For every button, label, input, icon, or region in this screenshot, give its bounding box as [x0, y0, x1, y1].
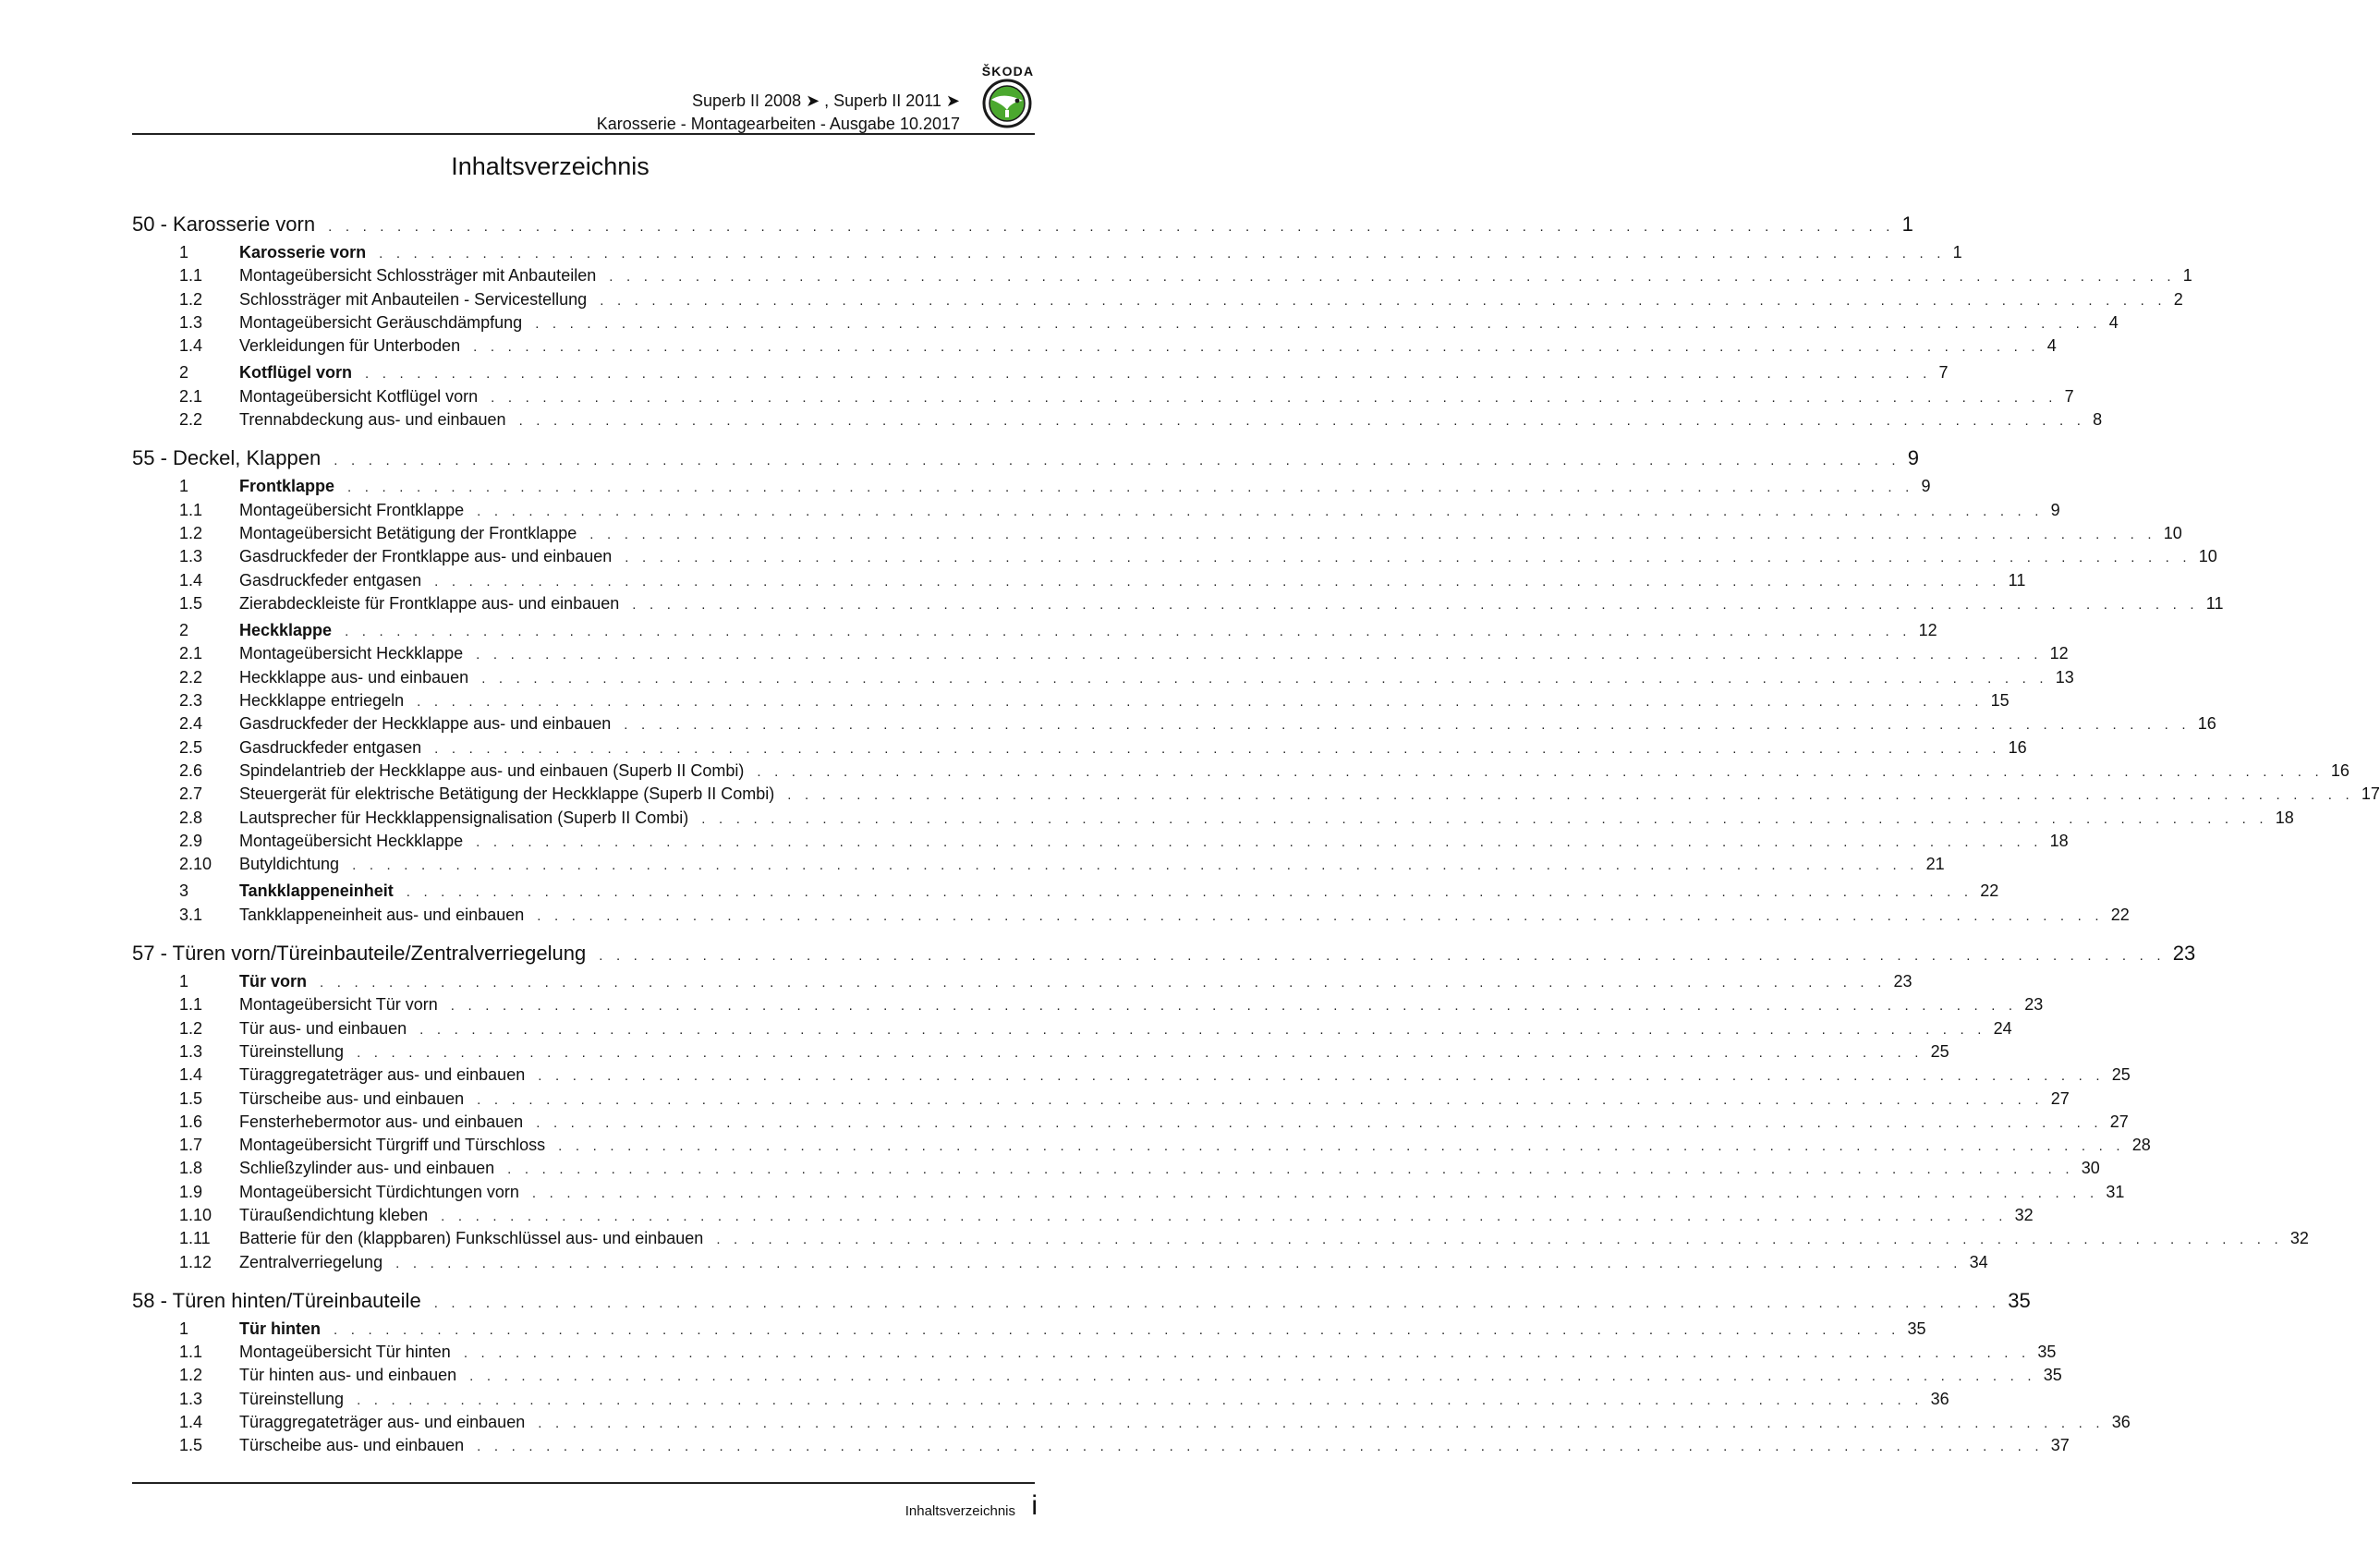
toc-entry-page: 27: [2050, 1088, 2070, 1108]
toc-entry-row[interactable]: [132, 289, 2183, 313]
toc-entry-row[interactable]: [132, 1182, 2125, 1206]
toc-entry-row[interactable]: [132, 1436, 2070, 1459]
toc-dot-leader: . . . . . . . . . . . . . . . . . . . . . . . . . . . . . . . . . . . . . . . . . . . . . . . . . . . . . . . . . . . . . . . . . . . . . . . . . . . . . . . . . . . . . . . . . . .: [535, 315, 2102, 332]
toc-dot-leader: . . . . . . . . . . . . . . . . . . . . . . . . . . . . . . . . . . . . . . . . . . . . . . . . . . . . . . . . . . . . . . . . . . . . . . . . . . . . . . . . . . . . . . . . . . .: [365, 366, 1932, 383]
toc-entry-title: Gasdruckfeder entgasen: [239, 570, 422, 590]
toc-entry-number: 1.1: [179, 995, 203, 1015]
toc-entry-page: 4: [2108, 312, 2119, 332]
toc-chapter-row[interactable]: [132, 1288, 2031, 1317]
toc-dot-leader: . . . . . . . . . . . . . . . . . . . . . . . . . . . . . . . . . . . . . . . . . . . . . . . . . . . . . . . . . . . . . . . . . . . . . . . . . . . . . . . . . . . . . . . . . . .: [599, 948, 2166, 965]
toc-entry-page: 25: [1930, 1041, 1949, 1061]
toc-entry-number: 2.2: [179, 667, 203, 687]
toc-dot-leader: . . . . . . . . . . . . . . . . . . . . . . . . . . . . . . . . . . . . . . . . . . . . . . . . . . . . . . . . . . . . . . . . . . . . . . . . . . . . . . . . . . . . . . . . . . .: [357, 1044, 1924, 1061]
toc-entry-row[interactable]: [132, 1136, 2151, 1159]
toc-entry-title: Fensterhebermotor aus- und einbauen: [239, 1112, 524, 1131]
toc-entry-title: Montageübersicht Tür hinten: [239, 1343, 451, 1362]
toc-entry-number: 1.10: [179, 1205, 212, 1224]
toc-entry-number: 1.5: [179, 1088, 203, 1108]
toc-entry-page: 36: [1930, 1389, 1949, 1408]
toc-entry-page: 12: [2049, 644, 2069, 663]
toc-dot-leader: . . . . . . . . . . . . . . . . . . . . . . . . . . . . . . . . . . . . . . . . . . . . . . . . . . . . . . . . . . . . . . . . . . . . . . . . . . . . . . . . . . . . . . . . . . .: [701, 810, 2268, 827]
toc-entry-row[interactable]: [132, 1389, 1949, 1413]
toc-entry-row[interactable]: [132, 995, 2044, 1018]
toc-entry-row[interactable]: [132, 312, 2119, 336]
toc-entry-page: 34: [1969, 1252, 1988, 1271]
toc-dot-leader: . . . . . . . . . . . . . . . . . . . . . . . . . . . . . . . . . . . . . . . . . . . . . . . . . . . . . . . . . . . . . . . . . . . . . . . . . . . . . . . . . . . . . . . . . . .: [328, 219, 1895, 235]
page-title: Inhaltsverzeichnis: [451, 152, 650, 180]
toc-entry-number: 3: [179, 881, 189, 901]
toc-entry-page: 7: [1938, 363, 1949, 383]
header-divider: [132, 133, 1035, 135]
toc-entry-title: Heckklappe: [239, 621, 333, 640]
toc-entry-number: 2.2: [179, 410, 203, 430]
toc-entry-number: 1.2: [179, 1018, 203, 1038]
toc-entry-page: 11: [2008, 570, 2026, 590]
toc-entry-row[interactable]: [132, 1252, 1988, 1276]
toc-entry-title: Türscheibe aus- und einbauen: [239, 1436, 465, 1455]
footer-page-number: i: [1031, 1490, 1038, 1521]
toc-entry-page: 35: [2043, 1366, 2062, 1385]
toc-entry-number: 1.5: [179, 1436, 203, 1455]
toc-dot-leader: . . . . . . . . . . . . . . . . . . . . . . . . . . . . . . . . . . . . . . . . . . . . . . . . . . . . . . . . . . . . . . . . . . . . . . . . . . . . . . . . . . . . . . . . . . .: [379, 246, 1946, 261]
toc-entry-number: 1: [179, 972, 189, 991]
toc-entry-page: 23: [2024, 995, 2044, 1015]
footer-label: Inhaltsverzeichnis: [905, 1503, 1015, 1519]
toc-entry-title: Türscheibe aus- und einbauen: [239, 1088, 465, 1108]
toc-entry-title: Lautsprecher für Heckklappensignalisation (Superb II Combi): [239, 808, 689, 827]
toc-chapter-row[interactable]: [132, 446, 1919, 474]
toc-entry-number: 1.3: [179, 1041, 203, 1061]
toc-entry-row[interactable]: [132, 831, 2069, 855]
toc-entry-number: 2: [179, 621, 189, 640]
toc-entry-row[interactable]: [132, 266, 2192, 289]
toc-dot-leader: . . . . . . . . . . . . . . . . . . . . . . . . . . . . . . . . . . . . . . . . . . . . . . . . . . . . . . . . . . . . . . . . . . . . . . . . . . . . . . . . . . . . . . . . . . .: [632, 596, 2199, 613]
toc-entry-title: Gasdruckfeder der Frontklappe aus- und einbauen: [239, 547, 613, 566]
toc-entry-row[interactable]: [132, 386, 2074, 410]
toc-dot-leader: . . . . . . . . . . . . . . . . . . . . . . . . . . . . . . . . . . . . . . . . . . . . . . . . . . . . . . . . . . . . . . . . . . . . . . . . . . . . . . . . . . . . . . . . . . .: [531, 1185, 2099, 1201]
toc-chapter-row[interactable]: [132, 213, 1913, 240]
toc-entry-title: Montageübersicht Betätigung der Frontklappe: [239, 523, 577, 542]
toc-entry-row[interactable]: [132, 784, 2380, 808]
toc-entry-row[interactable]: [132, 1088, 2070, 1112]
toc-entry-page: 16: [2330, 760, 2350, 780]
toc-entry-number: 3.1: [179, 905, 203, 924]
toc-chapter-title: 50 - Karosserie vorn: [132, 213, 316, 236]
page-header: [132, 61, 1038, 135]
toc-dot-leader: . . . . . . . . . . . . . . . . . . . . . . . . . . . . . . . . . . . . . . . . . . . . . . . . . . . . . . . . . . . . . . . . . . . . . . . . . . . . . . . . . . . . . . . . . . .: [352, 857, 1919, 874]
toc-dot-leader: . . . . . . . . . . . . . . . . . . . . . . . . . . . . . . . . . . . . . . . . . . . . . . . . . . . . . . . . . . . . . . . . . . . . . . . . . . . . . . . . . . . . . . . . . . .: [507, 1161, 2074, 1178]
toc-chapter-row[interactable]: [132, 942, 2196, 969]
toc-dot-leader: . . . . . . . . . . . . . . . . . . . . . . . . . . . . . . . . . . . . . . . . . . . . . . . . . . . . . . . . . . . . . . . . . . . . . . . . . . . . . . . . . . . . . . . . . . .: [624, 717, 2191, 734]
toc-entry-page: 30: [2081, 1159, 2100, 1178]
toc-entry-title: Verkleidungen für Unterboden: [239, 336, 461, 356]
header-manual-title: Karosserie - Montagearbeiten - Ausgabe 10.2017: [596, 115, 960, 133]
toc-entry-number: 1.1: [179, 1343, 203, 1362]
toc-entry-row[interactable]: [132, 1366, 2062, 1389]
toc-entry-page: 15: [1990, 691, 2010, 711]
toc-entry-number: 2.3: [179, 691, 203, 711]
toc-dot-leader: . . . . . . . . . . . . . . . . . . . . . . . . . . . . . . . . . . . . . . . . . . . . . . . . . . . . . . . . . . . . . . . . . . . . . . . . . . . . . . . . . . . . . . . . . . .: [419, 1021, 1986, 1038]
toc-dot-leader: . . . . . . . . . . . . . . . . . . . . . . . . . . . . . . . . . . . . . . . . . . . . . . . . . . . . . . . . . . . . . . . . . . . . . . . . . . . . . . . . . . . . . . . . . . .: [558, 1138, 2125, 1155]
toc-dot-leader: . . . . . . . . . . . . . . . . . . . . . . . . . . . . . . . . . . . . . . . . . . . . . . . . . . . . . . . . . . . . . . . . . . . . . . . . . . . . . . . . . . . . . . . . . . .: [473, 339, 2040, 356]
toc-section-row[interactable]: [132, 477, 1931, 500]
toc-dot-leader: . . . . . . . . . . . . . . . . . . . . . . . . . . . . . . . . . . . . . . . . . . . . . . . . . . . . . . . . . . . . . . . . . . . . . . . . . . . . . . . . . . . . . . . . . . .: [538, 1068, 2105, 1085]
toc-entry-title: Türeinstellung: [239, 1389, 345, 1408]
toc-dot-leader: . . . . . . . . . . . . . . . . . . . . . . . . . . . . . . . . . . . . . . . . . . . . . . . . . . . . . . . . . . . . . . . . . . . . . . . . . . . . . . . . . . . . . . . . . . .: [477, 1091, 2044, 1108]
toc-dot-leader: . . . . . . . . . . . . . . . . . . . . . . . . . . . . . . . . . . . . . . . . . . . . . . . . . . . . . . . . . . . . . . . . . . . . . . . . . . . . . . . . . . . . . . . . . . .: [463, 1345, 2031, 1362]
toc-entry-page: 32: [2289, 1229, 2309, 1248]
toc-entry-row[interactable]: [132, 905, 2130, 929]
toc-entry-title: Türeinstellung: [239, 1041, 345, 1061]
toc-entry-title: Tür aus- und einbauen: [239, 1018, 407, 1038]
brand-wordmark: ŠKODA: [981, 64, 1035, 79]
toc-entry-row[interactable]: [132, 644, 2069, 667]
toc-dot-leader: . . . . . . . . . . . . . . . . . . . . . . . . . . . . . . . . . . . . . . . . . . . . . . . . . . . . . . . . . . . . . . . . . . . . . . . . . . . . . . . . . . . . . . . . . . .: [477, 503, 2044, 519]
toc-entry-title: Türaggregateträger aus- und einbauen: [239, 1065, 526, 1085]
toc-entry-title: Batterie für den (klappbaren) Funkschlüssel aus- und einbauen: [239, 1229, 704, 1248]
toc-entry-number: 1.11: [179, 1229, 211, 1248]
toc-dot-leader: . . . . . . . . . . . . . . . . . . . . . . . . . . . . . . . . . . . . . . . . . . . . . . . . . . . . . . . . . . . . . . . . . . . . . . . . . . . . . . . . . . . . . . . . . . .: [491, 389, 2058, 406]
toc-dot-leader: . . . . . . . . . . . . . . . . . . . . . . . . . . . . . . . . . . . . . . . . . . . . . . . . . . . . . . . . . . . . . . . . . . . . . . . . . . . . . . . . . . . . . . . . . . .: [536, 1114, 2103, 1131]
toc-entry-row[interactable]: [132, 410, 2103, 433]
toc-chapter-page: 1: [1901, 213, 1913, 236]
toc-entry-row[interactable]: [132, 547, 2217, 570]
toc-entry-number: 1.2: [179, 1366, 203, 1385]
toc-entry-page: 1: [2182, 266, 2192, 286]
toc-entry-row[interactable]: [132, 1065, 2131, 1088]
toc-entry-page: 27: [2109, 1112, 2129, 1131]
toc-entry-page: 16: [2197, 714, 2216, 734]
toc-entry-title: Heckklappe aus- und einbauen: [239, 667, 469, 687]
toc-entry-page: 16: [2008, 737, 2027, 757]
toc-entry-row[interactable]: [132, 808, 2294, 832]
toc-entry-page: 24: [1993, 1018, 2012, 1038]
toc-dot-leader: . . . . . . . . . . . . . . . . . . . . . . . . . . . . . . . . . . . . . . . . . . . . . . . . . . . . . . . . . . . . . . . . . . . . . . . . . . . . . . . . . . . . . . . . . . .: [347, 480, 1914, 496]
toc-section-row[interactable]: [132, 972, 1912, 995]
toc-dot-leader: . . . . . . . . . . . . . . . . . . . . . . . . . . . . . . . . . . . . . . . . . . . . . . . . . . . . . . . . . . . . . . . . . . . . . . . . . . . . . . . . . . . . . . . . . . .: [450, 998, 2018, 1015]
toc-entry-title: Montageübersicht Tür vorn: [239, 995, 438, 1015]
toc-entry-row[interactable]: [132, 1041, 1949, 1065]
toc-entry-page: 22: [2110, 905, 2130, 924]
toc-entry-number: 2.6: [179, 760, 203, 780]
toc-entry-title: Schlossträger mit Anbauteilen - Servicestellung: [239, 289, 588, 309]
toc-entry-number: 1: [179, 477, 189, 496]
toc-entry-row[interactable]: [132, 737, 2027, 761]
toc-entry-row[interactable]: [132, 667, 2074, 691]
toc-section-row[interactable]: [132, 1319, 1926, 1343]
header-models: Superb II 2008 ➤ , Superb II 2011 ➤: [691, 91, 960, 110]
toc-section-row[interactable]: [132, 363, 1949, 386]
toc-entry-title: Montageübersicht Türgriff und Türschloss: [239, 1136, 546, 1155]
toc-dot-leader: . . . . . . . . . . . . . . . . . . . . . . . . . . . . . . . . . . . . . . . . . . . . . . . . . . . . . . . . . . . . . . . . . . . . . . . . . . . . . . . . . . . . . . . . . . .: [345, 624, 1912, 640]
toc-dot-leader: . . . . . . . . . . . . . . . . . . . . . . . . . . . . . . . . . . . . . . . . . . . . . . . . . . . . . . . . . . . . . . . . . . . . . . . . . . . . . . . . . . . . . . . . . . .: [357, 1392, 1924, 1408]
toc-entry-number: 1.4: [179, 336, 203, 356]
toc-entry-page: 12: [1918, 621, 1937, 640]
toc-dot-leader: . . . . . . . . . . . . . . . . . . . . . . . . . . . . . . . . . . . . . . . . . . . . . . . . . . . . . . . . . . . . . . . . . . . . . . . . . . . . . . . . . . . . . . . . . . .: [476, 647, 2043, 663]
toc-entry-title: Zierabdeckleiste für Frontklappe aus- und einbauen: [239, 593, 620, 613]
toc-entry-row[interactable]: [132, 714, 2216, 737]
toc-entry-number: 1: [179, 1319, 189, 1338]
toc-entry-number: 2.10: [179, 855, 212, 874]
toc-entry-title: Tür vorn: [239, 972, 308, 991]
toc-chapter-title: 57 - Türen vorn/Türeinbauteile/Zentralverriegelung: [132, 942, 587, 966]
toc-entry-title: Karosserie vorn: [239, 243, 367, 261]
toc-entry-number: 1.2: [179, 523, 203, 542]
toc-entry-title: Türaggregateträger aus- und einbauen: [239, 1413, 526, 1432]
toc-entry-page: 21: [1925, 855, 1945, 874]
toc-entry-page: 25: [2111, 1065, 2131, 1085]
toc-dot-leader: . . . . . . . . . . . . . . . . . . . . . . . . . . . . . . . . . . . . . . . . . . . . . . . . . . . . . . . . . . . . . . . . . . . . . . . . . . . . . . . . . . . . . . . . . . .: [477, 1439, 2044, 1455]
toc-entry-title: Tankklappeneinheit: [239, 881, 394, 901]
toc-chapter-page: 35: [2008, 1288, 2031, 1312]
skoda-logo-icon: [982, 79, 1032, 128]
toc-entry-page: 23: [1893, 972, 1912, 991]
toc-entry-page: 11: [2205, 593, 2224, 613]
toc-dot-leader: . . . . . . . . . . . . . . . . . . . . . . . . . . . . . . . . . . . . . . . . . . . . . . . . . . . . . . . . . . . . . . . . . . . . . . . . . . . . . . . . . . . . . . . . . . .: [589, 526, 2156, 542]
toc-entry-row[interactable]: [132, 760, 2350, 784]
toc-chapter-title: 58 - Türen hinten/Türeinbauteile: [132, 1288, 421, 1312]
toc-dot-leader: . . . . . . . . . . . . . . . . . . . . . . . . . . . . . . . . . . . . . . . . . . . . . . . . . . . . . . . . . . . . . . . . . . . . . . . . . . . . . . . . . . . . . . . . . . .: [600, 292, 2167, 309]
toc-dot-leader: . . . . . . . . . . . . . . . . . . . . . . . . . . . . . . . . . . . . . . . . . . . . . . . . . . . . . . . . . . . . . . . . . . . . . . . . . . . . . . . . . . . . . . . . . . .: [334, 1321, 1900, 1338]
toc-dot-leader: . . . . . . . . . . . . . . . . . . . . . . . . . . . . . . . . . . . . . . . . . . . . . . . . . . . . . . . . . . . . . . . . . . . . . . . . . . . . . . . . . . . . . . . . . . .: [476, 833, 2043, 850]
toc-entry-number: 1.3: [179, 312, 203, 332]
toc-entry-row[interactable]: [132, 1413, 2131, 1436]
toc-entry-number: 1.1: [179, 266, 203, 286]
toc-entry-page: 35: [2037, 1343, 2057, 1362]
toc-entry-row[interactable]: [132, 691, 2010, 714]
toc-dot-leader: . . . . . . . . . . . . . . . . . . . . . . . . . . . . . . . . . . . . . . . . . . . . . . . . . . . . . . . . . . . . . . . . . . . . . . . . . . . . . . . . . . . . . . . . . . .: [625, 550, 2192, 566]
table-of-contents: [132, 213, 2380, 1460]
toc-entry-page: 2: [2173, 289, 2183, 309]
toc-entry-page: 7: [2064, 386, 2074, 406]
toc-entry-row[interactable]: [132, 1159, 2100, 1182]
toc-entry-number: 1.4: [179, 1413, 203, 1432]
toc-dot-leader: . . . . . . . . . . . . . . . . . . . . . . . . . . . . . . . . . . . . . . . . . . . . . . . . . . . . . . . . . . . . . . . . . . . . . . . . . . . . . . . . . . . . . . . . . . .: [406, 884, 1973, 901]
toc-entry-title: Gasdruckfeder der Heckklappe aus- und einbauen: [239, 714, 612, 734]
toc-entry-number: 1.12: [179, 1252, 212, 1271]
toc-section-row[interactable]: [132, 243, 1962, 266]
toc-entry-number: 2.7: [179, 784, 203, 804]
toc-entry-title: Tankklappeneinheit aus- und einbauen: [239, 905, 525, 924]
toc-entry-page: 28: [2131, 1136, 2151, 1155]
toc-chapter-page: 9: [1907, 446, 1919, 470]
toc-entry-row[interactable]: [132, 523, 2182, 547]
toc-entry-title: Montageübersicht Geräuschdämpfung: [239, 312, 523, 332]
toc-entry-number: 2: [179, 363, 189, 383]
toc-entry-title: Montageübersicht Türdichtungen vorn: [239, 1182, 519, 1201]
toc-entry-page: 4: [2046, 336, 2057, 356]
toc-entry-title: Trennabdeckung aus- und einbauen: [239, 410, 506, 430]
toc-entry-title: Tür hinten aus- und einbauen: [239, 1366, 457, 1385]
toc-entry-title: Türaußendichtung kleben: [239, 1205, 429, 1224]
toc-entry-title: Montageübersicht Kotflügel vorn: [239, 386, 479, 406]
toc-entry-title: Butyldichtung: [239, 855, 340, 874]
toc-dot-leader: . . . . . . . . . . . . . . . . . . . . . . . . . . . . . . . . . . . . . . . . . . . . . . . . . . . . . . . . . . . . . . . . . . . . . . . . . . . . . . . . . . . . . . . . . . .: [417, 694, 1984, 711]
toc-entry-number: 2.1: [179, 644, 203, 663]
toc-dot-leader: . . . . . . . . . . . . . . . . . . . . . . . . . . . . . . . . . . . . . . . . . . . . . . . . . . . . . . . . . . . . . . . . . . . . . . . . . . . . . . . . . . . . . . . . . . .: [320, 975, 1887, 991]
toc-entry-row[interactable]: [132, 336, 2057, 359]
toc-entry-page: 18: [2049, 831, 2069, 850]
toc-section-row[interactable]: [132, 881, 1999, 905]
toc-entry-number: 1.3: [179, 547, 203, 566]
toc-entry-page: 1: [1952, 243, 1962, 261]
toc-entry-page: 37: [2050, 1436, 2070, 1455]
toc-dot-leader: . . . . . . . . . . . . . . . . . . . . . . . . . . . . . . . . . . . . . . . . . . . . . . . . . . . . . . . . . . . . . . . . . . . . . . . . . . . . . . . . . . . . . . . . . . .: [537, 907, 2104, 924]
toc-entry-number: 2.1: [179, 386, 203, 406]
toc-entry-title: Spindelantrieb der Heckklappe aus- und einbauen (Superb II Combi): [239, 760, 745, 780]
toc-entry-number: 2.5: [179, 737, 203, 757]
toc-entry-row[interactable]: [132, 500, 2060, 524]
toc-entry-number: 2.9: [179, 831, 203, 850]
toc-dot-leader: . . . . . . . . . . . . . . . . . . . . . . . . . . . . . . . . . . . . . . . . . . . . . . . . . . . . . . . . . . . . . . . . . . . . . . . . . . . . . . . . . . . . . . . . . . .: [433, 1295, 2001, 1311]
toc-entry-title: Heckklappe entriegeln: [239, 691, 405, 711]
toc-entry-number: 2.8: [179, 808, 203, 827]
toc-dot-leader: . . . . . . . . . . . . . . . . . . . . . . . . . . . . . . . . . . . . . . . . . . . . . . . . . . . . . . . . . . . . . . . . . . . . . . . . . . . . . . . . . . . . . . . . . . .: [518, 413, 2086, 430]
toc-entry-number: 1.9: [179, 1182, 203, 1201]
toc-dot-leader: . . . . . . . . . . . . . . . . . . . . . . . . . . . . . . . . . . . . . . . . . . . . . . . . . . . . . . . . . . . . . . . . . . . . . . . . . . . . . . . . . . . . . . . . . . .: [481, 670, 2048, 687]
toc-entry-row[interactable]: [132, 1018, 2012, 1042]
toc-entry-page: 35: [1907, 1319, 1926, 1338]
toc-entry-page: 32: [2014, 1205, 2034, 1224]
toc-entry-page: 13: [2055, 667, 2074, 687]
footer-divider: [132, 1482, 1035, 1484]
toc-entry-page: 18: [2275, 808, 2294, 827]
toc-entry-number: 1.7: [179, 1136, 203, 1155]
header-text: [597, 90, 960, 136]
toc-entry-row[interactable]: [132, 1229, 2309, 1252]
toc-entry-number: 1.5: [179, 593, 203, 613]
toc-dot-leader: . . . . . . . . . . . . . . . . . . . . . . . . . . . . . . . . . . . . . . . . . . . . . . . . . . . . . . . . . . . . . . . . . . . . . . . . . . . . . . . . . . . . . . . . . . .: [538, 1416, 2105, 1432]
toc-entry-title: Montageübersicht Heckklappe: [239, 831, 464, 850]
toc-entry-row[interactable]: [132, 855, 1945, 878]
toc-dot-leader: . . . . . . . . . . . . . . . . . . . . . . . . . . . . . . . . . . . . . . . . . . . . . . . . . . . . . . . . . . . . . . . . . . . . . . . . . . . . . . . . . . . . . . . . . . .: [787, 787, 2354, 804]
toc-dot-leader: . . . . . . . . . . . . . . . . . . . . . . . . . . . . . . . . . . . . . . . . . . . . . . . . . . . . . . . . . . . . . . . . . . . . . . . . . . . . . . . . . . . . . . . . . . .: [757, 763, 2324, 780]
toc-entry-title: Kotflügel vorn: [239, 363, 352, 383]
toc-entry-title: Schließzylinder aus- und einbauen: [239, 1159, 495, 1178]
toc-entry-number: 1: [179, 243, 189, 261]
toc-chapter-title: 55 - Deckel, Klappen: [132, 446, 322, 470]
toc-entry-number: 1.4: [179, 1065, 203, 1085]
toc-entry-title: Montageübersicht Schlossträger mit Anbauteilen: [239, 266, 597, 286]
toc-entry-title: Montageübersicht Frontklappe: [239, 500, 465, 519]
toc-entry-row[interactable]: [132, 570, 2026, 594]
toc-entry-title: Steuergerät für elektrische Betätigung der Heckklappe (Superb II Combi): [239, 784, 775, 804]
toc-dot-leader: . . . . . . . . . . . . . . . . . . . . . . . . . . . . . . . . . . . . . . . . . . . . . . . . . . . . . . . . . . . . . . . . . . . . . . . . . . . . . . . . . . . . . . . . . . .: [334, 453, 1900, 469]
toc-entry-number: 1.4: [179, 570, 203, 590]
toc-dot-leader: . . . . . . . . . . . . . . . . . . . . . . . . . . . . . . . . . . . . . . . . . . . . . . . . . . . . . . . . . . . . . . . . . . . . . . . . . . . . . . . . . . . . . . . . . . .: [716, 1232, 2283, 1248]
toc-entry-title: Gasdruckfeder entgasen: [239, 737, 422, 757]
toc-entry-number: 1.1: [179, 500, 203, 519]
toc-dot-leader: . . . . . . . . . . . . . . . . . . . . . . . . . . . . . . . . . . . . . . . . . . . . . . . . . . . . . . . . . . . . . . . . . . . . . . . . . . . . . . . . . . . . . . . . . . .: [434, 740, 2001, 757]
toc-entry-number: 1.3: [179, 1389, 203, 1408]
toc-chapter-page: 23: [2172, 942, 2196, 966]
toc-entry-title: Zentralverriegelung: [239, 1252, 383, 1271]
toc-entry-title: Montageübersicht Heckklappe: [239, 644, 464, 663]
toc-entry-page: 36: [2111, 1413, 2131, 1432]
toc-entry-number: 1.2: [179, 289, 203, 309]
toc-entry-page: 10: [2163, 523, 2182, 542]
toc-entry-page: 9: [1921, 477, 1931, 496]
toc-entry-page: 17: [2361, 784, 2380, 804]
toc-dot-leader: . . . . . . . . . . . . . . . . . . . . . . . . . . . . . . . . . . . . . . . . . . . . . . . . . . . . . . . . . . . . . . . . . . . . . . . . . . . . . . . . . . . . . . . . . . .: [609, 269, 2176, 286]
toc-entry-title: Frontklappe: [239, 477, 335, 496]
toc-entry-row[interactable]: [132, 1205, 2034, 1229]
toc-entry-row[interactable]: [132, 1112, 2129, 1136]
toc-dot-leader: . . . . . . . . . . . . . . . . . . . . . . . . . . . . . . . . . . . . . . . . . . . . . . . . . . . . . . . . . . . . . . . . . . . . . . . . . . . . . . . . . . . . . . . . . . .: [441, 1208, 2008, 1224]
toc-entry-row[interactable]: [132, 593, 2224, 617]
toc-dot-leader: . . . . . . . . . . . . . . . . . . . . . . . . . . . . . . . . . . . . . . . . . . . . . . . . . . . . . . . . . . . . . . . . . . . . . . . . . . . . . . . . . . . . . . . . . . .: [434, 573, 2001, 590]
toc-entry-page: 22: [1980, 881, 1999, 901]
toc-entry-row[interactable]: [132, 1343, 2057, 1366]
toc-entry-page: 10: [2198, 547, 2217, 566]
toc-section-row[interactable]: [132, 621, 1937, 644]
toc-entry-number: 2.4: [179, 714, 203, 734]
toc-dot-leader: . . . . . . . . . . . . . . . . . . . . . . . . . . . . . . . . . . . . . . . . . . . . . . . . . . . . . . . . . . . . . . . . . . . . . . . . . . . . . . . . . . . . . . . . . . .: [395, 1255, 1962, 1271]
toc-entry-number: 1.6: [179, 1112, 203, 1131]
toc-entry-number: 1.8: [179, 1159, 203, 1178]
toc-dot-leader: . . . . . . . . . . . . . . . . . . . . . . . . . . . . . . . . . . . . . . . . . . . . . . . . . . . . . . . . . . . . . . . . . . . . . . . . . . . . . . . . . . . . . . . . . . .: [469, 1368, 2036, 1385]
toc-entry-page: 31: [2106, 1182, 2125, 1201]
toc-entry-page: 8: [2093, 410, 2103, 430]
toc-entry-page: 9: [2050, 500, 2060, 519]
toc-entry-title: Tür hinten: [239, 1319, 321, 1338]
